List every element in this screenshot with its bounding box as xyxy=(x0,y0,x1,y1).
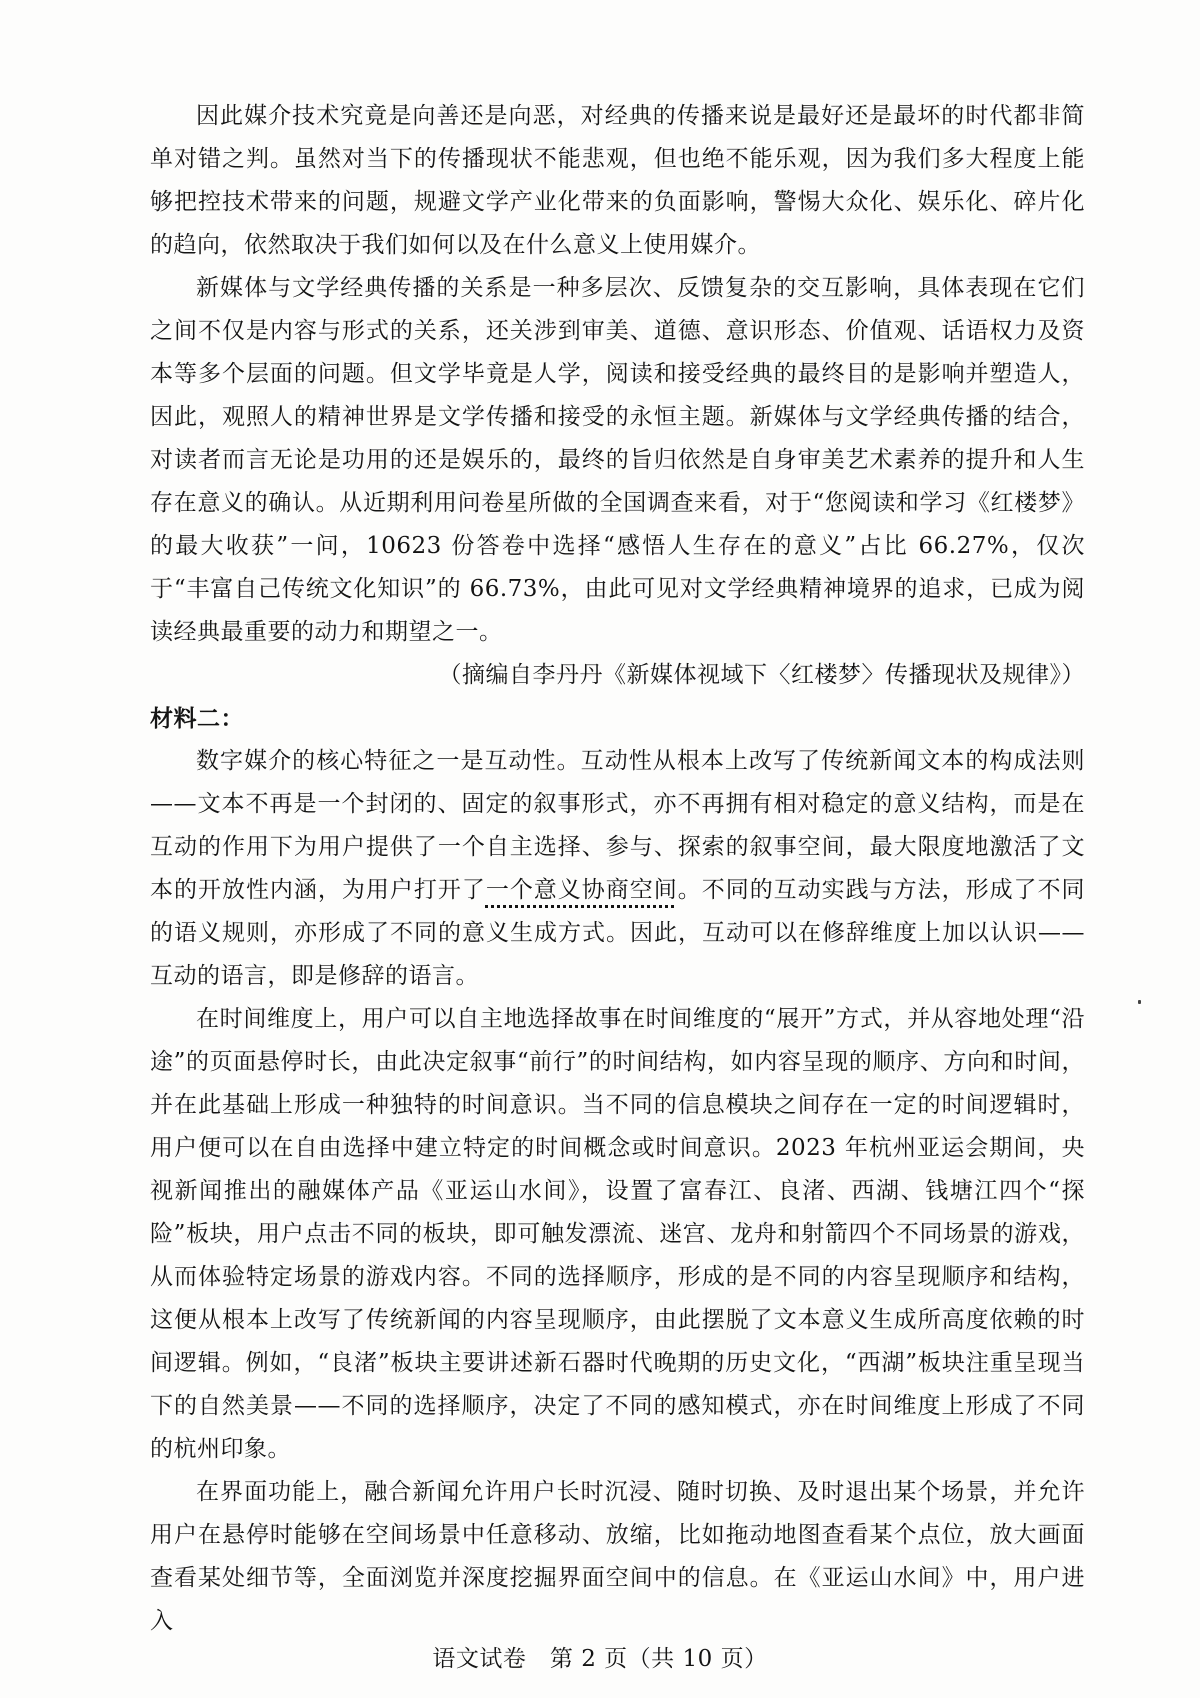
material2-heading: 材料二： xyxy=(150,705,244,732)
material2-p1-text-after: 。不同的互动实践与方法，形成了不同的语义规则，亦形成了不同的意义生成方式。因此，互动可以在修辞维度上加以认识——互动的语言，即是修辞的语言。 xyxy=(150,877,1086,989)
material2-paragraph-3: 在界面功能上，融合新闻允许用户长时沉浸、随时切换、及时退出某个场景，并允许用户在悬停时能够在空间场景中任意移动、放缩，比如拖动地图查看某个点位，放大画面查看某处细节等，全面浏览并深度挖掘界面空间中的信息。在《亚运山水间》中，用户进入 xyxy=(150,1479,1085,1634)
material2-paragraph-2: 在时间维度上，用户可以自主地选择故事在时间维度的“展开”方式，并从容地处理“沿途”的页面悬停时长，由此决定叙事“前行”的时间结构，如内容呈现的顺序、方向和时间，并在此基础上形成一种独特的时间意识。当不同的信息模块之间存在一定的时间逻辑时，用户便可以在自由选择中建立特定的时间概念或时间意识。2023 年杭州亚运会期间，央视新闻推出的融媒体产品《亚运山水间》，设置了富春江、良渚、西湖、钱塘江四个“探险”板块，用户点击不同的板块，即可触发漂流、迷宫、龙舟和射箭四个不同场景的游戏，从而体验特定场景的游戏内容。不同的选择顺序，形成的是不同的内容呈现顺序和结构，这便从根本上改写了传统新闻的内容呈现顺序，由此摆脱了文本意义生成所高度依赖的时间逻辑。例如，“良渚”板块主要讲述新石器时代晚期的历史文化，“西湖”板块注重呈现当下的自然美景——不同的选择顺序，决定了不同的感知模式，亦在时间维度上形成了不同的杭州印象。 xyxy=(150,1006,1085,1462)
page-footer: 语文试卷 第 2 页（共 10 页） xyxy=(432,1646,768,1672)
emphasized-phrase: 一个意义协商空间 xyxy=(485,877,678,903)
material1-source-citation: （摘编自李丹丹《新媒体视域下〈红楼梦〉传播现状及规律》） xyxy=(438,662,1085,688)
scan-speck xyxy=(1138,1000,1141,1004)
material1-paragraph-2: 新媒体与文学经典传播的关系是一种多层次、反馈复杂的交互影响，具体表现在它们之间不仅是内容与形式的关系，还关涉到审美、道德、意识形态、价值观、话语权力及资本等多个层面的问题。但文学毕竟是人学，阅读和接受经典的最终目的是影响并塑造人，因此，观照人的精神世界是文学传播和接受的永恒主题。新媒体与文学经典传播的结合，对读者而言无论是功用的还是娱乐的，最终的旨归依然是自身审美艺术素养的提升和人生存在意义的确认。从近期利用问卷星所做的全国调查来看，对于“您阅读和学习《红楼梦》的最大收获”一问，10623 份答卷中选择“感悟人生存在的意义”占比 66.27%，仅次于“丰富自己传统文化知识”的 66.73%，由此可见对文学经典精神境界的追求，已成为阅读经典最重要的动力和期望之一。 xyxy=(150,275,1085,645)
material1-paragraph-1: 因此媒介技术究竟是向善还是向恶，对经典的传播来说是最好还是最坏的时代都非简单对错之判。虽然对当下的传播现状不能悲观，但也绝不能乐观，因为我们多大程度上能够把控技术带来的问题，规避文学产业化带来的负面影响，警惕大众化、娱乐化、碎片化的趋向，依然取决于我们如何以及在什么意义上使用媒介。 xyxy=(150,103,1085,258)
material2-paragraph-1 xyxy=(150,740,1085,998)
material2-p1-text-before: 数字媒介的核心特征之一是互动性。互动性从根本上改写了传统新闻文本的构成法则——文本不再是一个封闭的、固定的叙事形式，亦不再拥有相对稳定的意义结构，而是在互动的作用下为用户提供了一个自主选择、参与、探索的叙事空间，最大限度地激活了文本的开放性内涵，为用户打开了 xyxy=(150,748,1085,903)
body-text xyxy=(150,95,1085,1643)
